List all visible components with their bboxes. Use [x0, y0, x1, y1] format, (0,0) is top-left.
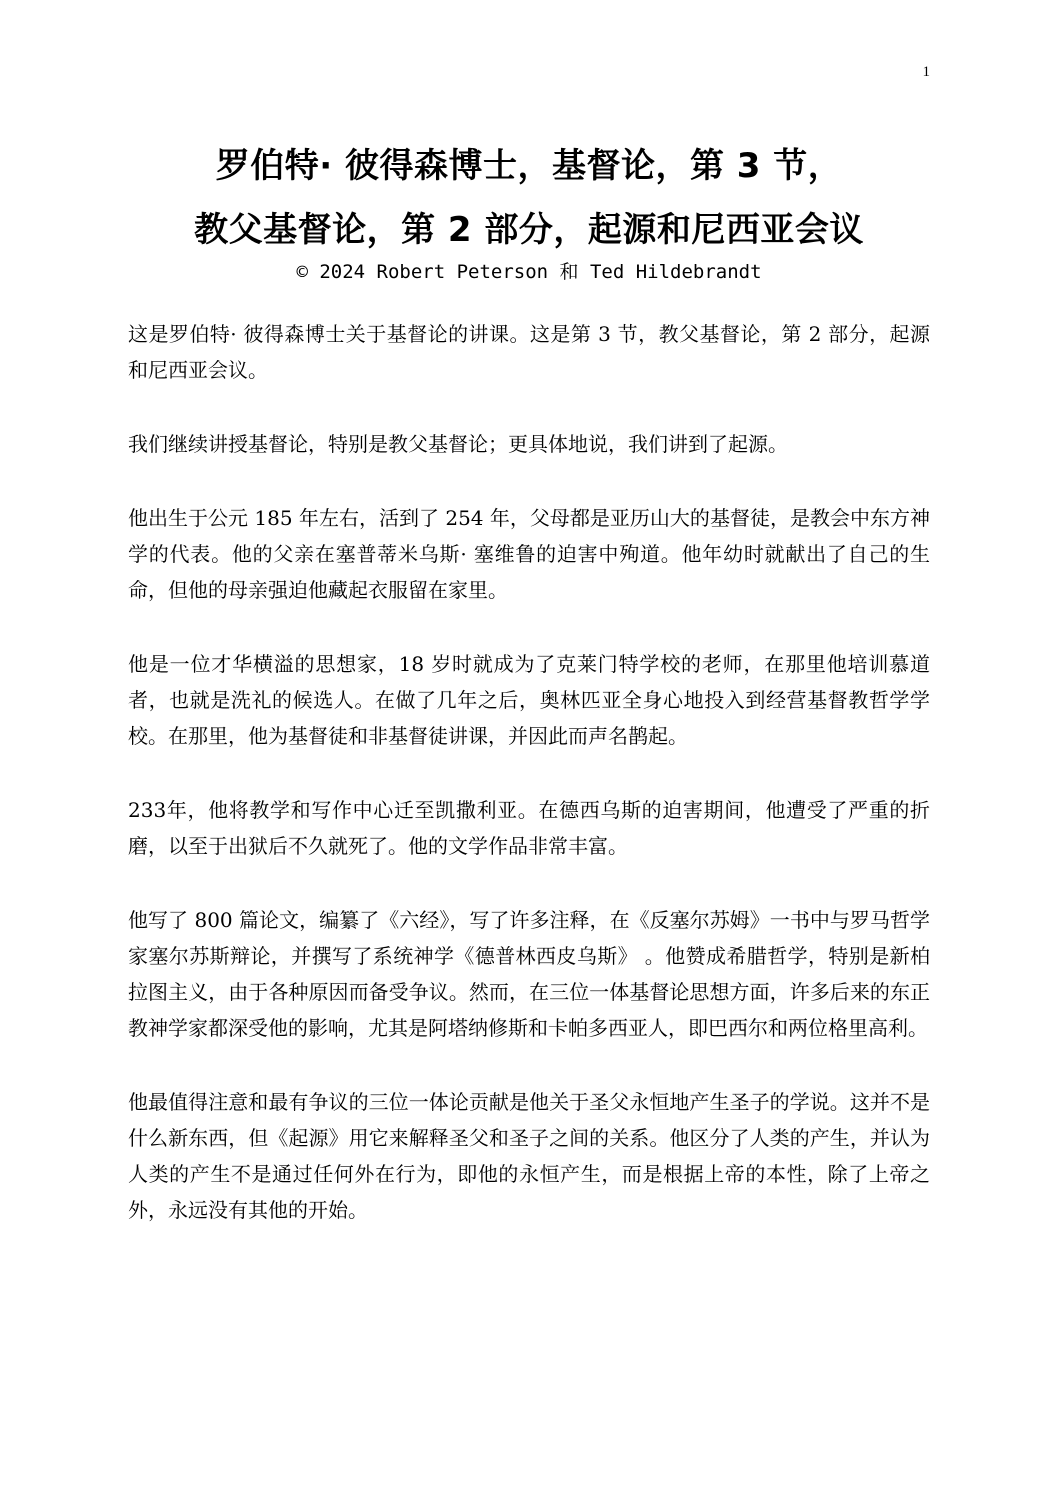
page-title-line-1: 罗伯特· 彼得森博士，基督论，第 3 节，: [215, 146, 843, 186]
page-title-line-2: 教父基督论，第 2 部分，起源和尼西亚会议: [194, 210, 864, 250]
paragraph: 233年，他将教学和写作中心迁至凯撒利亚。在德西乌斯的迫害期间，他遭受了严重的折磨，以至于出狱后不久就死了。他的文学作品非常丰富。: [128, 798, 930, 858]
paragraph: 我们继续讲授基督论，特别是教父基督论；更具体地说，我们讲到了起源。: [128, 432, 788, 456]
page-number: 1: [922, 64, 930, 80]
copyright-notice: © 2024 Robert Peterson 和 Ted Hildebrandt: [296, 261, 762, 283]
paragraph: 他出生于公元 185 年左右，活到了 254 年，父母都是亚历山大的基督徒，是教会中东方神学的代表。他的父亲在塞普蒂米乌斯· 塞维鲁的迫害中殉道。他年幼时就献出了自己的生命，但他的母亲强迫他藏起衣服留在家里。: [128, 506, 930, 602]
paragraph: 他最值得注意和最有争议的三位一体论贡献是他关于圣父永恒地产生圣子的学说。这并不是什么新东西，但《起源》用它来解释圣父和圣子之间的关系。他区分了人类的产生，并认为人类的产生不是通过任何外在行为，即他的永恒产生，而是根据上帝的本性，除了上帝之外，永远没有其他的开始。: [128, 1090, 930, 1222]
paragraph: 他是一位才华横溢的思想家，18 岁时就成为了克莱门特学校的老师，在那里他培训慕道者，也就是洗礼的候选人。在做了几年之后，奥林匹亚全身心地投入到经营基督教哲学学校。在那里，他为基督徒和非基督徒讲课，并因此而声名鹊起。: [128, 652, 930, 748]
title-block: [0, 134, 1058, 286]
body-text: [128, 316, 930, 1266]
paragraph: 他写了 800 篇论文，编纂了《六经》，写了许多注释，在《反塞尔苏姆》一书中与罗马哲学家塞尔苏斯辩论，并撰写了系统神学《德普林西皮乌斯》 。他赞成希腊哲学，特别是新柏拉图主义，由于各种原因而备受争议。然而，在三位一体基督论思想方面，许多后来的东正教神学家都深受他的影响，尤其是阿塔纳修斯和卡帕多西亚人，即巴西尔和两位格里高利。: [128, 908, 930, 1040]
paragraph: 这是罗伯特· 彼得森博士关于基督论的讲课。这是第 3 节，教父基督论，第 2 部分，起源和尼西亚会议。: [128, 322, 930, 382]
